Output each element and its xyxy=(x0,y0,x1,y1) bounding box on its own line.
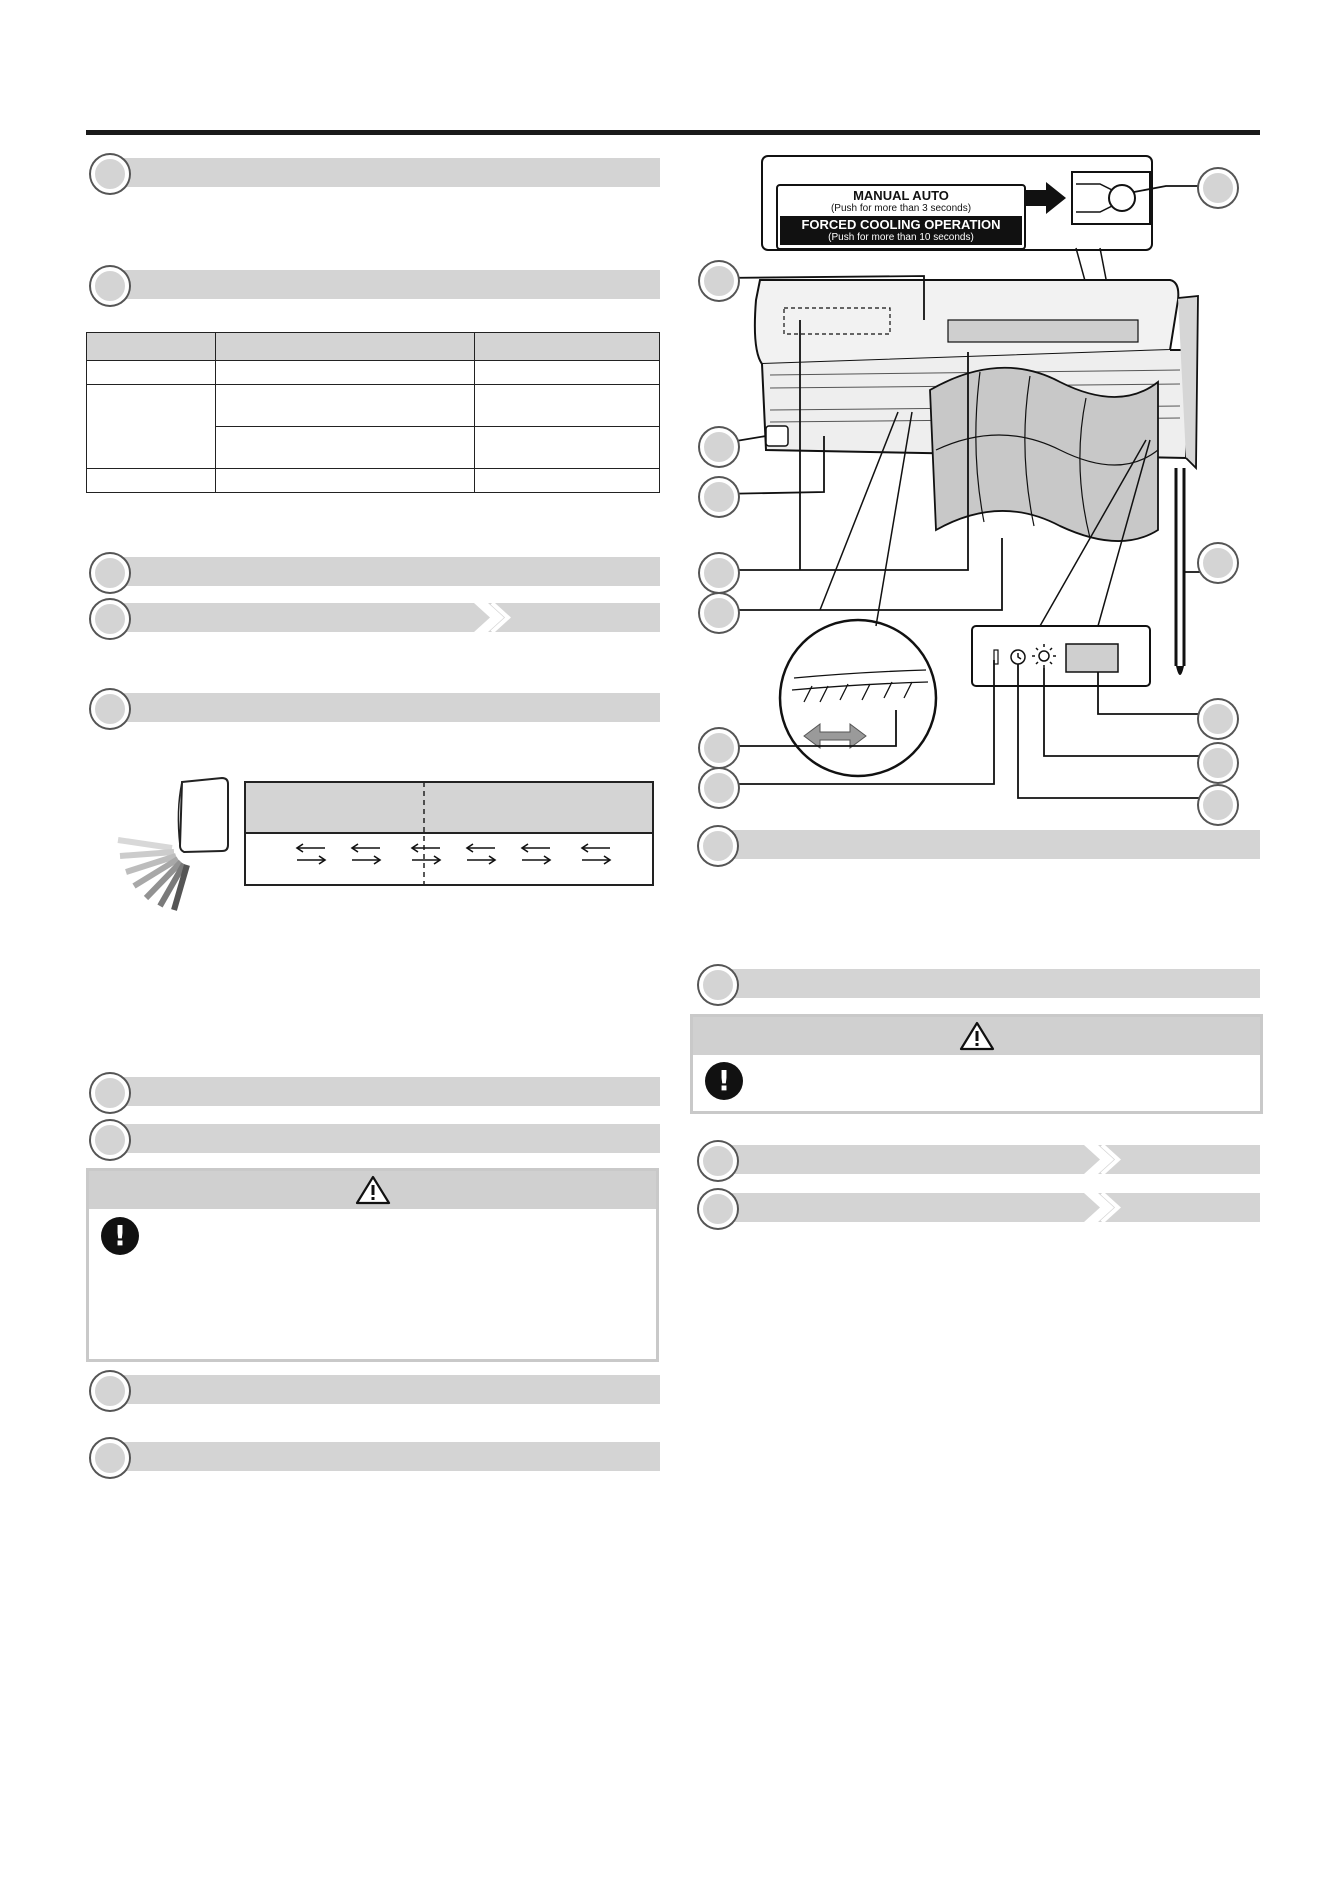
warning-triangle-icon xyxy=(355,1175,391,1205)
section-bar xyxy=(730,1193,1260,1222)
callout-number-badge xyxy=(1199,700,1237,738)
section-bar xyxy=(122,693,660,722)
louver-detail-magnifier xyxy=(780,620,936,776)
section-number-badge xyxy=(91,554,129,592)
chevron-right-icon xyxy=(474,603,514,632)
caution-box xyxy=(86,1168,659,1362)
table-header-cell xyxy=(216,333,475,361)
section-bar xyxy=(730,1145,1260,1174)
page-top-rule xyxy=(86,130,1260,135)
section-bar xyxy=(122,1375,660,1404)
table-cell xyxy=(475,361,660,385)
callout-number-badge xyxy=(700,478,738,516)
section-bar xyxy=(730,830,1260,859)
manual-auto-label xyxy=(776,184,1026,250)
section-bar xyxy=(122,1442,660,1471)
section-number-badge xyxy=(91,1074,129,1112)
callout-number-badge xyxy=(700,428,738,466)
section-number-badge xyxy=(699,827,737,865)
section-number-badge xyxy=(91,1121,129,1159)
forced-cooling-label xyxy=(780,216,1022,245)
section-number-badge xyxy=(91,1372,129,1410)
table-cell xyxy=(216,469,475,493)
table-cell xyxy=(87,469,216,493)
table-cell xyxy=(87,361,216,385)
callout-number-badge xyxy=(700,769,738,807)
section-bar xyxy=(122,158,660,187)
section-number-badge xyxy=(699,1142,737,1180)
chevron-right-icon xyxy=(1084,1145,1124,1174)
indoor-unit-parts-diagram xyxy=(700,150,1270,830)
callout-number-badge xyxy=(700,729,738,767)
table-cell xyxy=(475,385,660,427)
section-number-badge xyxy=(699,1190,737,1228)
manual-auto-title: MANUAL AUTO xyxy=(853,188,949,203)
callout-number-badge xyxy=(700,554,738,592)
section-bar xyxy=(122,270,660,299)
section-number-badge xyxy=(699,966,737,1004)
forced-cooling-note: (Push for more than 10 seconds) xyxy=(828,232,974,243)
callout-number-badge xyxy=(1199,744,1237,782)
section-bar xyxy=(730,969,1260,998)
section-number-badge xyxy=(91,690,129,728)
callout-number-badge xyxy=(700,262,738,300)
warning-triangle-icon xyxy=(959,1021,995,1051)
table-cell xyxy=(216,361,475,385)
caution-header xyxy=(89,1171,656,1209)
indoor-unit-side-icon xyxy=(178,778,228,852)
callout-number-badge xyxy=(1199,786,1237,824)
indicator-panel xyxy=(972,626,1150,686)
exclamation-circle-icon: ! xyxy=(101,1217,139,1255)
section-bar xyxy=(122,1124,660,1153)
callout-number-badge xyxy=(700,594,738,632)
table-cell xyxy=(216,427,475,469)
section-bar xyxy=(122,1077,660,1106)
forced-cooling-title: FORCED COOLING OPERATION xyxy=(801,217,1001,232)
caution-header xyxy=(693,1017,1260,1055)
airflow-direction-illustration xyxy=(110,770,670,920)
section-number-badge xyxy=(91,1439,129,1477)
section-number-badge xyxy=(91,600,129,638)
table-header-cell xyxy=(87,333,216,361)
indoor-unit-open-icon xyxy=(755,280,1198,675)
table-cell xyxy=(475,469,660,493)
section-bar xyxy=(122,557,660,586)
table-cell xyxy=(475,427,660,469)
table-cell xyxy=(87,385,216,469)
section-number-badge xyxy=(91,267,129,305)
manual-auto-note: (Push for more than 3 seconds) xyxy=(830,203,972,214)
chevron-right-icon xyxy=(1084,1193,1124,1222)
table-cell xyxy=(216,385,475,427)
table-header-cell xyxy=(475,333,660,361)
section-number-badge xyxy=(91,155,129,193)
caution-box xyxy=(690,1014,1263,1114)
spec-table xyxy=(86,332,660,493)
exclamation-circle-icon: ! xyxy=(705,1062,743,1100)
callout-number-badge xyxy=(1199,169,1237,207)
callout-number-badge xyxy=(1199,544,1237,582)
section-bar xyxy=(122,603,660,632)
